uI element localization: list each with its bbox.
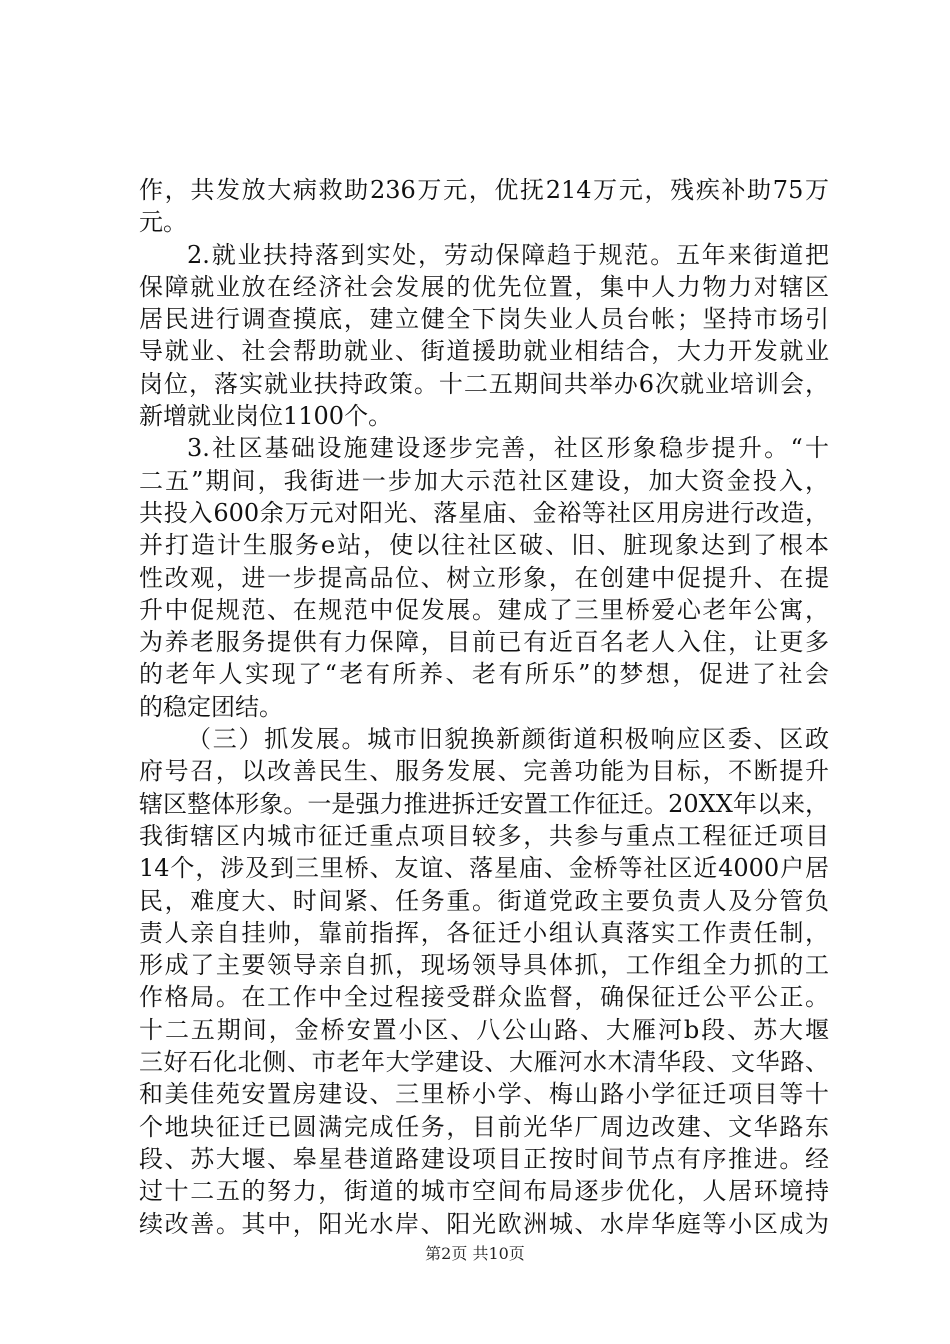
text-line: 十二五期间，金桥安置小区、八公山路、大雁河b段、苏大堰 [139, 1015, 829, 1044]
text-line: 新增就业岗位1100个。 [139, 402, 393, 431]
text-line: 并打造计生服务e站，使以往社区破、旧、脏现象达到了根本 [139, 531, 829, 560]
text-line: 保障就业放在经济社会发展的优先位置，集中人力物力对辖区 [139, 272, 829, 301]
text-line: 3.社区基础设施建设逐步完善，社区形象稳步提升。“十 [187, 434, 829, 463]
text-line: 14个，涉及到三里桥、友谊、落星庙、金桥等社区近4000户居 [139, 854, 829, 883]
text-line: 导就业、社会帮助就业、街道援助就业相结合，大力开发就业 [139, 337, 829, 366]
text-line: 性改观，进一步提高品位、树立形象，在创建中促提升、在提 [139, 563, 829, 592]
text-line: 过十二五的努力，街道的城市空间布局逐步优化，人居环境持 [139, 1177, 829, 1206]
text-line: 府号召，以改善民生、服务发展、完善功能为目标，不断提升 [139, 757, 829, 786]
text-line: 三好石化北侧、市老年大学建设、大雁河水木清华段、文华路、 [139, 1048, 829, 1077]
text-line: 责人亲自挂帅，靠前指挥，各征迁小组认真落实工作责任制， [139, 918, 829, 947]
text-line: 作，共发放大病救助236万元，优抚214万元，残疾补助75万 [139, 176, 829, 204]
paragraph [139, 432, 829, 723]
paragraph [139, 174, 829, 239]
text-line: 我街辖区内城市征迁重点项目较多，共参与重点工程征迁项目 [139, 821, 829, 850]
text-line: 民，难度大、时间紧、任务重。街道党政主要负责人及分管负 [139, 886, 829, 915]
page-footer [0, 1244, 950, 1264]
document-body [139, 174, 829, 1240]
text-line: 个地块征迁已圆满完成任务，目前光华厂周边改建、文华路东 [139, 1112, 829, 1141]
text-line: 的稳定团结。 [139, 692, 283, 721]
text-line: 共投入600余万元对阳光、落星庙、金裕等社区用房进行改造， [139, 498, 829, 527]
text-line: 段、苏大堰、皋星巷道路建设项目正按时间节点有序推进。经 [139, 1144, 829, 1173]
page-number: 第2页 共10页 [425, 1244, 525, 1263]
text-line: 辖区整体形象。一是强力推进拆迁安置工作征迁。20XX年以来， [139, 789, 829, 818]
text-line: 升中促规范、在规范中促发展。建成了三里桥爱心老年公寓， [139, 595, 829, 624]
text-line: 形成了主要领导亲自抓，现场领导具体抓，工作组全力抓的工 [139, 951, 829, 980]
text-line: 续改善。其中，阳光水岸、阳光欧洲城、水岸华庭等小区成为 [139, 1209, 829, 1238]
text-line: 居民进行调查摸底，建立健全下岗失业人员台帐；坚持市场引 [139, 305, 829, 334]
text-line: 元。 [139, 208, 187, 237]
paragraph [139, 723, 829, 1240]
text-line: 二五”期间，我街进一步加大示范社区建设，加大资金投入， [139, 466, 829, 495]
text-line: （三）抓发展。城市旧貌换新颜街道积极响应区委、区政 [187, 725, 829, 754]
text-line: 岗位，落实就业扶持政策。十二五期间共举办6次就业培训会， [139, 369, 829, 398]
text-line: 和美佳苑安置房建设、三里桥小学、梅山路小学征迁项目等十 [139, 1080, 829, 1109]
text-line: 的老年人实现了“老有所养、老有所乐”的梦想，促进了社会 [139, 660, 829, 689]
text-line: 作格局。在工作中全过程接受群众监督，确保征迁公平公正。 [139, 983, 829, 1012]
paragraph [139, 239, 829, 433]
text-line: 为养老服务提供有力保障，目前已有近百名老人入住，让更多 [139, 628, 829, 657]
text-line: 2.就业扶持落到实处，劳动保障趋于规范。五年来街道把 [187, 240, 829, 269]
